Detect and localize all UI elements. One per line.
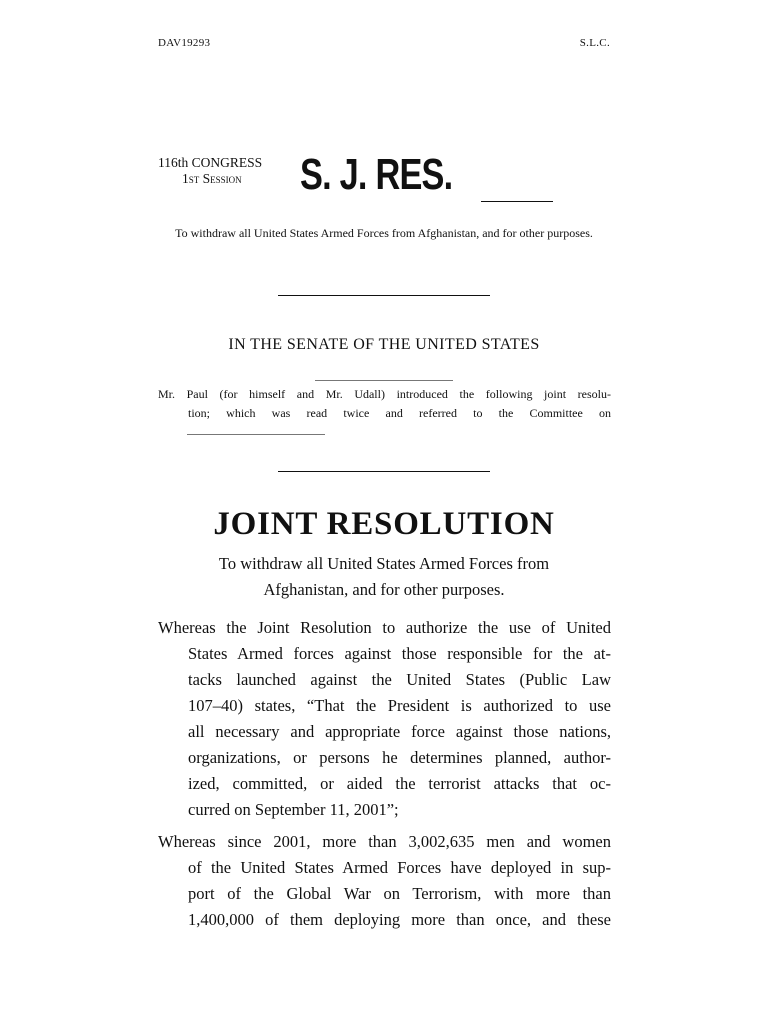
congress-session-block [158, 155, 262, 187]
office-code: S.L.C. [579, 37, 610, 49]
divider-rule [278, 471, 490, 472]
document-title: JOINT RESOLUTION [213, 506, 555, 542]
whereas-clause-2 [158, 829, 611, 933]
clause-line: Whereas the Joint Resolution to authorize the use of United [158, 618, 611, 637]
bill-caption: To withdraw all United States Armed Forces from Afghanistan, and for other purposes. [175, 226, 593, 240]
clause-line: all necessary and appropriate force against those nations, [188, 722, 611, 741]
clause-line: curred on September 11, 2001”; [188, 800, 399, 819]
introduction-paragraph [158, 385, 611, 423]
clause-line: States Armed forces against those responsible for the at- [188, 644, 611, 663]
introduction-line-1: Mr. Paul (for himself and Mr. Udall) introduced the following joint resolu- [158, 387, 611, 401]
clause-line: tacks launched against the United States (Public Law [188, 670, 611, 689]
clause-line: of the United States Armed Forces have deployed in sup- [188, 858, 611, 877]
committee-blank-line [187, 434, 325, 435]
document-id: DAV19293 [158, 37, 211, 49]
subtitle-line-2: Afghanistan, and for other purposes. [263, 580, 505, 599]
chamber-heading: IN THE SENATE OF THE UNITED STATES [228, 336, 540, 353]
congress-number: 116th CONGRESS [158, 155, 263, 170]
clause-line: ized, committed, or aided the terrorist attacks that oc- [188, 774, 611, 793]
clause-line: 107–40) states, “That the President is authorized to use [188, 696, 611, 715]
clause-line: 1,400,000 of them deploying more than once, and these [188, 910, 611, 929]
date-blank-line [315, 380, 453, 381]
subtitle-line-1: To withdraw all United States Armed Forces from [218, 554, 550, 573]
clause-line: organizations, or persons he determines planned, author- [188, 748, 611, 767]
whereas-clause-1 [158, 615, 611, 823]
clause-line: port of the Global War on Terrorism, with more than [188, 884, 611, 903]
clause-line: Whereas since 2001, more than 3,002,635 men and women [158, 832, 611, 851]
document-subtitle [184, 551, 584, 603]
session-number: 1st Session [182, 171, 242, 186]
bill-type: S. J. RES. [300, 150, 453, 199]
introduction-line-2: tion; which was read twice and referred to the Committee on [188, 406, 611, 420]
divider-rule [278, 295, 490, 296]
bill-number-blank [481, 201, 553, 202]
